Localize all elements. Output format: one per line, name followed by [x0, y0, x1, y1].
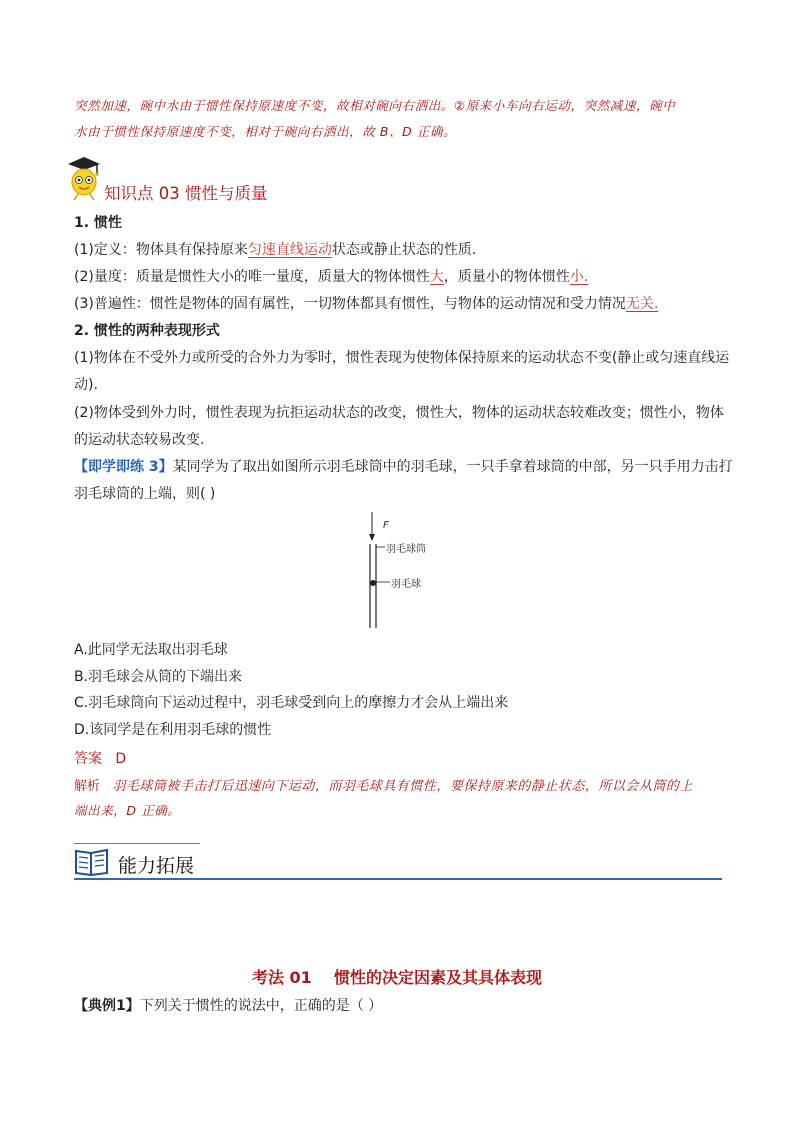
definition-text: (1)定义：物体具有保持原来 — [74, 242, 248, 258]
measure-big: 大 — [429, 269, 444, 285]
ability-underline — [74, 878, 722, 880]
analysis-label: 解析 — [74, 779, 101, 794]
notebook-icon — [74, 847, 110, 877]
analysis-line1 — [74, 775, 693, 794]
answer-value: D — [115, 751, 127, 767]
top-line-2: 水由于惯性保持原速度不变，相对于碗向右洒出，故 B、D 正确。 — [74, 124, 457, 139]
force-label: F — [383, 520, 389, 531]
shuttlecock-tube-figure — [355, 510, 475, 630]
option-c: C.羽毛球筒向下运动过程中，羽毛球受到向上的摩擦力才会从上端出来 — [74, 695, 509, 711]
form1-line1: (1)物体在不受外力或所受的合外力为零时，惯性表现为使物体保持原来的运动状态不变(静止或匀速直线运 — [74, 350, 730, 366]
form2-line2: 的运动状态较易改变. — [74, 432, 205, 448]
ball-label: 羽毛球 — [391, 579, 421, 590]
universality-text: (3)普遍性：惯性是物体的固有属性，一切物体都具有惯性，与物体的运动情况和受力情况 — [74, 296, 626, 312]
analysis-line2: 端出来，D 正确。 — [74, 803, 181, 818]
form2-line1: (2)物体受到外力时，惯性表现为抗拒运动状态的改变，惯性大，物体的运动状态较难改变；惯性小，物体 — [74, 405, 724, 421]
section-heading-forms: 2. 惯性的两种表现形式 — [74, 323, 220, 339]
form1-line2: 动). — [74, 377, 98, 393]
graduate-mascot-icon — [64, 155, 104, 201]
universality-line — [74, 294, 658, 314]
practice-question-text: 某同学为了取出如图所示羽毛球筒中的羽毛球，一只手拿着球筒的中部，另一只手用力击打 — [172, 459, 733, 475]
option-d: D.该同学是在利用羽毛球的惯性 — [74, 722, 272, 738]
section-heading-inertia: 1. 惯性 — [74, 215, 122, 231]
example-line — [74, 996, 382, 1016]
measure-small: 小. — [569, 269, 589, 285]
definition-underline: 匀速直线运动 — [247, 242, 332, 258]
universality-underline: 无关. — [625, 296, 659, 312]
definition-line — [74, 240, 476, 260]
practice-question-line2: 羽毛球筒的上端，则( ) — [74, 486, 216, 502]
definition-tail: 状态或静止状态的性质. — [331, 242, 477, 258]
knowledge-point-title: 知识点 03 惯性与质量 — [104, 184, 268, 203]
measure-line — [74, 267, 588, 287]
answer-line — [74, 748, 126, 768]
method-title: 考法 01 惯性的决定因素及其具体表现 — [251, 968, 543, 987]
tube-label: 羽毛球筒 — [386, 544, 426, 555]
option-a: A.此同学无法取出羽毛球 — [74, 642, 228, 658]
measure-mid: ，质量小的物体惯性 — [443, 269, 570, 285]
example-tag: 【典例1】 — [74, 998, 140, 1014]
ability-title: 能力拓展 — [118, 855, 195, 877]
practice-tag: 【即学即练 3】 — [74, 459, 173, 475]
example-text: 下列关于惯性的说法中，正确的是（ ） — [139, 998, 383, 1014]
divider — [74, 843, 200, 844]
answer-label: 答案 — [74, 751, 102, 767]
analysis-text: 羽毛球筒被手击打后迅速向下运动，而羽毛球具有惯性，要保持原来的静止状态，所以会从筒的上 — [112, 779, 693, 794]
option-b: B.羽毛球会从筒的下端出来 — [74, 669, 243, 685]
practice-question-line1 — [74, 457, 733, 477]
measure-text: (2)量度：质量是惯性大小的唯一量度，质量大的物体惯性 — [74, 269, 430, 285]
top-line-1: 突然加速，碗中水由于惯性保持原速度不变，故相对碗向右洒出。②原来小车向右运动，突然减速，碗中 — [74, 98, 676, 113]
